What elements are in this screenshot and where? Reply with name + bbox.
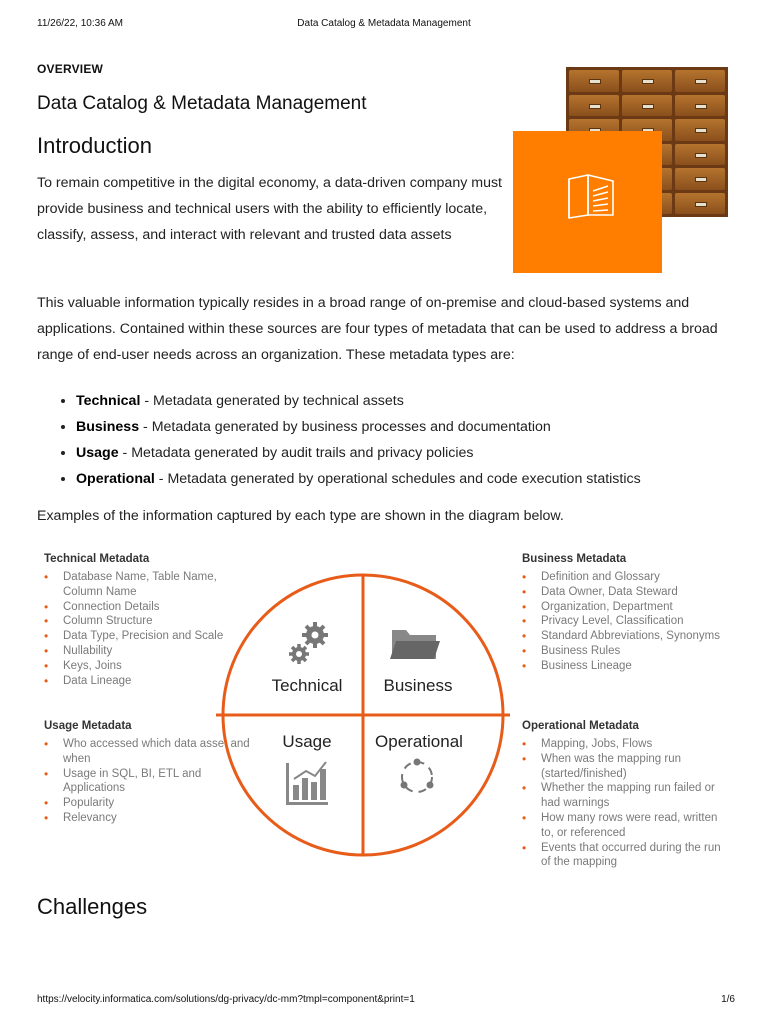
print-footer xyxy=(0,994,768,1008)
quadrant-label-usage: Usage xyxy=(282,732,332,751)
list-item: • Usage - Metadata generated by audit trails and privacy policies xyxy=(76,440,768,466)
print-url: https://velocity.informatica.com/solutions/dg-privacy/dc-mm?tmpl=component&print=1 xyxy=(37,994,415,1005)
list-item: • Popularity xyxy=(44,796,259,811)
technical-heading: Technical Metadata xyxy=(44,553,150,565)
operational-metadata-column xyxy=(522,720,732,870)
intro-heading: Introduction xyxy=(37,133,152,158)
cycle-arrows-icon xyxy=(401,759,434,793)
print-page-title: Data Catalog & Metadata Management xyxy=(297,18,471,29)
list-item: • Business - Metadata generated by business processes and documentation xyxy=(76,414,768,440)
quadrant-label-business: Business xyxy=(383,676,453,695)
list-item: • Data Lineage xyxy=(44,674,259,689)
page-title: Data Catalog & Metadata Management xyxy=(37,93,367,114)
list-item: • Business Rules xyxy=(522,644,737,659)
list-item: • Definition and Glossary xyxy=(522,570,737,585)
list-item: • Column Structure xyxy=(44,614,259,629)
list-item: • Usage in SQL, BI, ETL and Applications xyxy=(44,767,259,797)
list-item: • Keys, Joins xyxy=(44,659,259,674)
list-item: • Nullability xyxy=(44,644,259,659)
folder-icon xyxy=(390,630,440,659)
business-metadata-column xyxy=(522,553,737,674)
sources-paragraph: This valuable information typically resides in a broad range of on-premise and cloud-based systems and applications. Contained within these sources are four types of metadata that can be used to address a broad range of end-user needs across an organization. These metadata types are: xyxy=(37,295,718,363)
list-item: • Connection Details xyxy=(44,600,259,615)
diagram-intro-text: Examples of the information captured by each type are shown in the diagram below. xyxy=(37,508,564,524)
list-item: • Database Name, Table Name, Column Name xyxy=(44,570,259,600)
metadata-types-list xyxy=(37,388,768,492)
list-item: • Privacy Level, Classification xyxy=(522,614,737,629)
list-item: • Mapping, Jobs, Flows xyxy=(522,737,732,752)
challenges-heading: Challenges xyxy=(37,894,148,919)
print-header xyxy=(0,18,768,32)
list-item: • Relevancy xyxy=(44,811,259,826)
list-item: • Whether the mapping run failed or had warnings xyxy=(522,781,732,811)
quadrant-label-technical: Technical xyxy=(271,676,343,695)
intro-paragraph: To remain competitive in the digital economy, a data-driven company must provide business and technical users with the ability to efficiently locate, classify, assess, and interact with relevant and trusted data assets xyxy=(37,175,502,243)
list-item: • Data Type, Precision and Scale xyxy=(44,629,259,644)
gears-icon xyxy=(289,622,328,664)
metadata-quadrant-diagram xyxy=(214,573,514,863)
list-item: • Operational - Metadata generated by operational schedules and code execution statistics xyxy=(76,466,768,492)
list-item: • Business Lineage xyxy=(522,659,737,674)
list-item: • Who accessed which data asset and when xyxy=(44,737,259,767)
list-item: • Data Owner, Data Steward xyxy=(522,585,737,600)
list-item: • When was the mapping run (started/finished) xyxy=(522,752,732,782)
business-heading: Business Metadata xyxy=(522,553,627,565)
bar-chart-icon xyxy=(286,762,328,805)
print-datetime: 11/26/22, 10:36 AM xyxy=(37,18,123,29)
operational-heading: Operational Metadata xyxy=(522,720,639,732)
list-item: • How many rows were read, written to, or referenced xyxy=(522,811,732,841)
section-label: OVERVIEW xyxy=(37,62,104,76)
quadrant-label-operational: Operational xyxy=(375,732,463,751)
list-item: • Technical - Metadata generated by technical assets xyxy=(76,388,768,414)
print-page-number: 1/6 xyxy=(721,994,735,1005)
open-book-icon xyxy=(566,171,616,221)
usage-heading: Usage Metadata xyxy=(44,720,132,732)
list-item: • Organization, Department xyxy=(522,600,737,615)
list-item: • Events that occurred during the run of the mapping xyxy=(522,841,732,871)
list-item: • Standard Abbreviations, Synonyms xyxy=(522,629,737,644)
